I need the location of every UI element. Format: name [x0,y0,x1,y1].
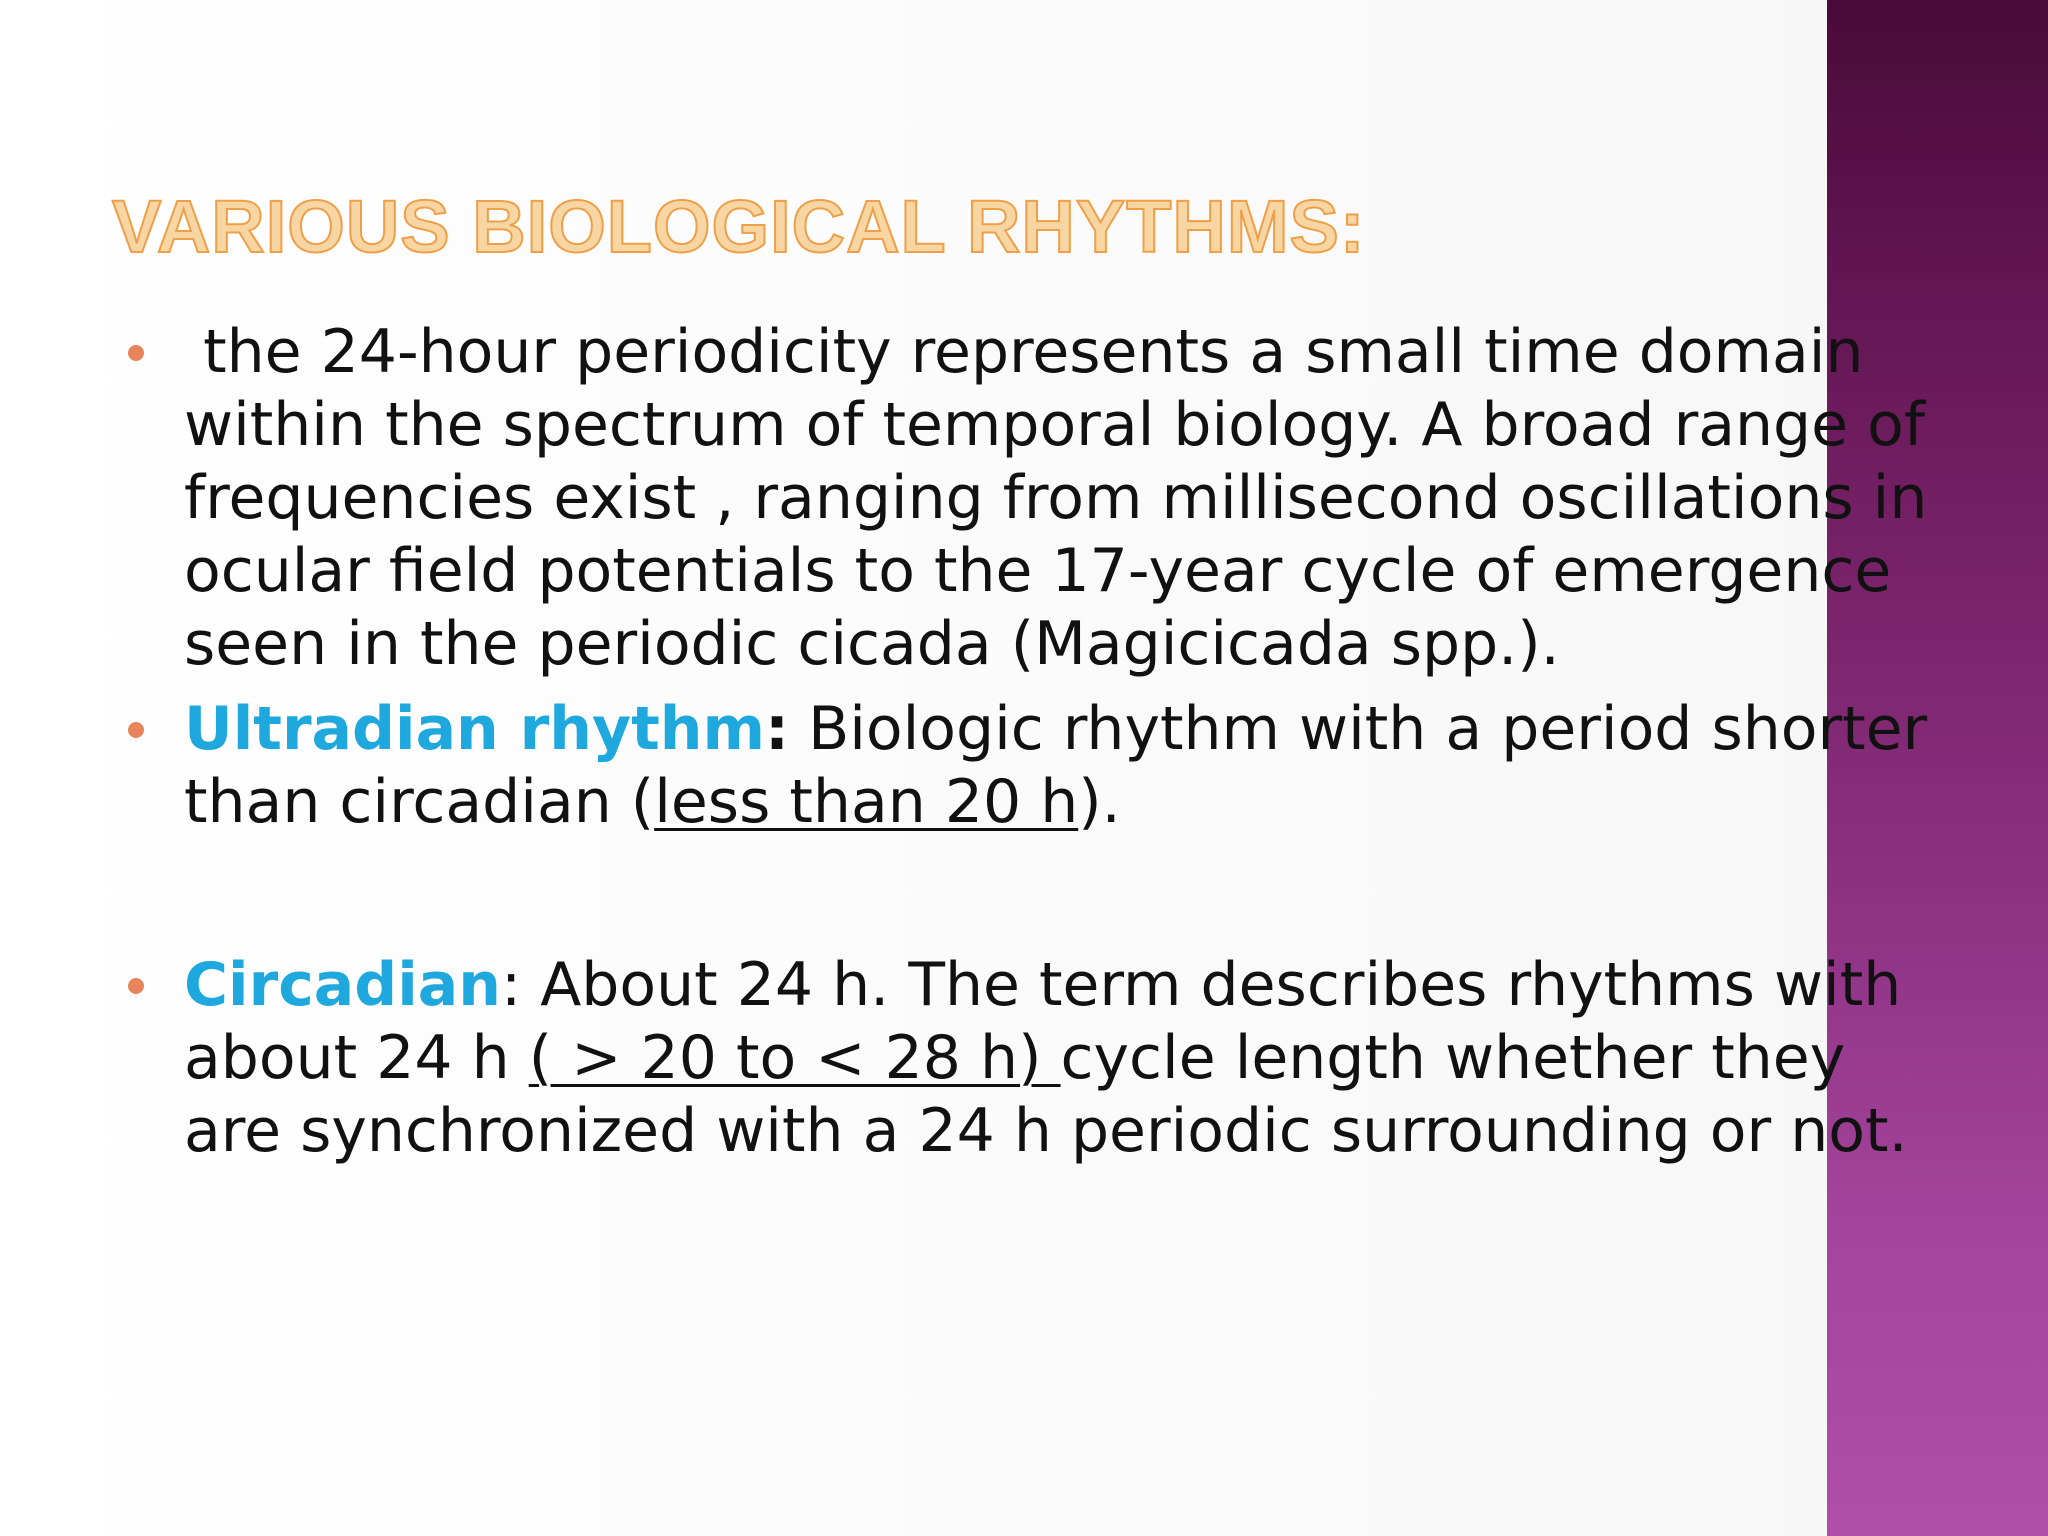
slide-title: VARIOUS BIOLOGICAL RHYTHMS: [112,185,1366,268]
bullet-circadian [0,949,1944,1168]
term-colon: : [500,950,522,1020]
underlined-range: ( > 20 to < 28 h) [528,1023,1061,1093]
term-circadian: Circadian [184,950,501,1020]
bullet-text-after: ). [1078,767,1121,837]
bullet-text-after: cycle length whether they are synchronized with a 24 h periodic surrounding or not. [184,1023,1908,1166]
term-colon: : [765,694,789,764]
bullet-text: the 24-hour periodicity represents a small time domain within the spectrum of temporal biology. A broad range of frequencies exist , ranging from millisecond oscillations in ocular field potentials to the 17-year cycle of emergence seen in the periodic cicada (Magicicada spp.). [184,317,1947,679]
underlined-range: less than 20 h [654,767,1079,837]
bullet-dot-icon [128,978,144,994]
bullet-dot-icon [128,345,144,361]
bullet-dot-icon [128,722,144,738]
term-ultradian: Ultradian rhythm [184,694,765,764]
bullet-ultradian [0,693,1947,839]
bullet-list [0,316,1980,1168]
bullet-text-before: About 24 h. The term describes rhythms with about 24 h [184,950,1921,1093]
bullet-text-before: Biologic rhythm with a period shorter than circadian ( [184,694,1947,837]
bullet-periodicity [0,316,1947,681]
